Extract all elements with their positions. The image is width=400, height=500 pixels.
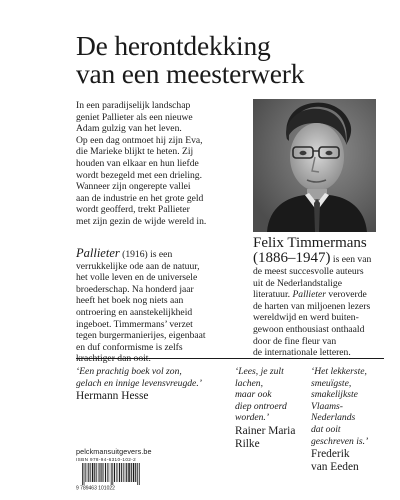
book-description-line: ingeboet. Timmermans’ verzet xyxy=(76,318,193,330)
barcode-bar xyxy=(135,463,136,482)
quote-line: geschreven is.’ xyxy=(311,435,369,447)
book-description-first-line xyxy=(76,248,241,261)
quote-author xyxy=(76,390,226,403)
divider-rule xyxy=(76,358,384,359)
author-bio-fragment: literatuur. xyxy=(253,289,293,301)
barcode-bar xyxy=(126,463,127,482)
quote-line: smakelijkste xyxy=(311,389,358,401)
barcode-bar xyxy=(84,463,85,485)
synopsis-line: geniet Pallieter als een nieuwe xyxy=(76,111,193,123)
quote-line: worden.’ xyxy=(235,412,270,424)
author-dates-line xyxy=(253,251,371,267)
quote-line: Nederlands xyxy=(311,412,356,424)
publication-year: (1916) xyxy=(119,249,151,260)
quote-author xyxy=(311,448,389,474)
author-bio xyxy=(253,266,388,359)
synopsis-line: Wanneer zijn ongerepte vallei xyxy=(76,181,191,193)
headline-line-2: van een meesterwerk xyxy=(76,58,305,89)
barcode-bar xyxy=(111,463,112,485)
barcode-bar xyxy=(121,463,122,482)
barcode-bar xyxy=(90,463,91,482)
quote-line: Vlaams- xyxy=(311,400,343,412)
synopsis-line: Adam gulzig van het leven. xyxy=(76,123,182,135)
synopsis-line: wordt bezegeld met een drieling. xyxy=(76,169,203,181)
barcode-bar xyxy=(112,463,113,485)
barcode-bar xyxy=(98,463,99,482)
quote-author-line: Frederik xyxy=(311,448,350,461)
review-quote-hesse xyxy=(76,366,226,403)
barcode-bar xyxy=(119,463,120,482)
quote-line: smeuïgste, xyxy=(311,377,352,389)
author-bio-fragment: is een van xyxy=(330,254,372,265)
isbn-number: ISBN 978-94-6310-102-2 xyxy=(76,457,137,462)
author-bio-line: uit de Nederlandstalige xyxy=(253,277,342,289)
barcode-bar xyxy=(85,463,86,482)
quote-author-line: Hermann Hesse xyxy=(76,390,149,403)
barcode-icon xyxy=(76,463,162,490)
barcode-bar xyxy=(128,463,130,482)
author-bio-line: door de fine fleur van xyxy=(253,335,337,347)
review-quote-van-eeden xyxy=(311,366,389,474)
quote-text xyxy=(76,366,226,389)
book-description xyxy=(76,248,241,365)
quote-line: ‘Lees, je zult xyxy=(235,366,284,377)
author-bio-fragment: veroverde xyxy=(326,289,367,301)
barcode-bar xyxy=(105,463,106,482)
barcode-bar xyxy=(114,463,115,482)
author-dates: (1886–1947) xyxy=(253,250,331,266)
book-description-line: broederschap. Na honderd jaar xyxy=(76,283,194,295)
synopsis-line: houden van elkaar en hun liefde xyxy=(76,157,199,169)
quote-author-line: van Eeden xyxy=(311,461,359,474)
quote-line: ‘Het lekkerste, xyxy=(311,366,367,377)
synopsis xyxy=(76,100,238,228)
publisher-website: pelckmansuitgevers.be xyxy=(76,447,152,456)
synopsis-line: die Marieke blijkt te heten. Zij xyxy=(76,146,194,158)
quote-author-line: Rainer Maria xyxy=(235,424,296,437)
barcode-bar xyxy=(94,463,95,482)
author-bio-book-title: Pallieter xyxy=(292,289,327,301)
book-description-line: krachtiger dan ooit. xyxy=(76,353,151,365)
author-portrait xyxy=(253,99,376,232)
barcode-bar xyxy=(109,463,110,482)
quote-text xyxy=(235,366,307,424)
book-description-line: het volle leven en de universele xyxy=(76,272,198,284)
author-bio-line: gewoon enthousiast onthaald xyxy=(253,323,365,335)
book-description-line: tegen burgermanierijes, eigenbaat xyxy=(76,330,206,342)
author-bio-line: de harten van miljoenen lezers xyxy=(253,300,371,312)
review-quote-rilke xyxy=(235,366,307,451)
author-bio-line: de meest succesvolle auteurs xyxy=(253,266,364,277)
quote-line: maar ook xyxy=(235,389,272,401)
barcode-bar xyxy=(107,463,108,482)
barcode-bar xyxy=(133,463,135,482)
book-description-line: verrukkelijke ode aan de natuur, xyxy=(76,260,200,272)
author-name: Felix Timmermans xyxy=(253,235,367,251)
synopsis-line: wordt geofferd, trekt Pallieter xyxy=(76,204,190,216)
barcode-bar xyxy=(101,463,102,482)
quote-line: diep ontroerd xyxy=(235,400,287,412)
book-description-fragment: is een xyxy=(150,249,173,260)
author-bio-line xyxy=(253,289,388,301)
headline-line-1: De herontdekking xyxy=(76,30,271,61)
book-description-line: ontroering en aanstekelijkheid xyxy=(76,306,193,318)
book-title: Pallieter xyxy=(76,246,120,260)
quote-line: gelach en innige levensvreugde.’ xyxy=(76,377,202,389)
book-description-line: heeft het boek nog niets aan xyxy=(76,295,184,307)
barcode-bar xyxy=(96,463,97,482)
barcode-bar xyxy=(99,463,100,482)
quote-author-line: Rilke xyxy=(235,437,260,450)
author-bio-line: wereldwijd en werd buiten- xyxy=(253,312,359,324)
isbn-barcode xyxy=(76,463,162,490)
quote-line: dat ooit xyxy=(311,423,341,435)
barcode-bar xyxy=(104,463,105,482)
barcode-bar xyxy=(139,463,140,485)
quote-line: ‘Een prachtig boek vol zon, xyxy=(76,366,182,377)
author-portrait-photo xyxy=(253,99,376,232)
barcode-bar xyxy=(87,463,88,482)
barcode-bar xyxy=(118,463,119,482)
headline xyxy=(76,32,376,88)
barcode-bar xyxy=(116,463,117,482)
synopsis-line: In een paradijselijk landschap xyxy=(76,100,191,111)
quote-author xyxy=(235,425,307,451)
quote-line: lachen, xyxy=(235,377,263,389)
barcode-digits: 9 789463 101022 xyxy=(76,485,115,490)
synopsis-line: aan de industrie en het grote geld xyxy=(76,192,204,204)
synopsis-line: Op een dag ontmoet hij zijn Eva, xyxy=(76,134,203,146)
quote-text xyxy=(311,366,389,447)
barcode-bar xyxy=(137,463,138,485)
barcode-bar xyxy=(125,463,126,482)
barcode-bar xyxy=(131,463,132,482)
barcode-bar xyxy=(82,463,83,485)
synopsis-line: met zijn gezin de wijde wereld in. xyxy=(76,215,207,227)
barcode-bar xyxy=(123,463,124,482)
book-description-line: en duf conformisme is zelfs xyxy=(76,341,183,353)
barcode-bar xyxy=(92,463,94,482)
barcode-bar xyxy=(88,463,89,482)
author-bio-line: de internationale letteren. xyxy=(253,347,351,359)
